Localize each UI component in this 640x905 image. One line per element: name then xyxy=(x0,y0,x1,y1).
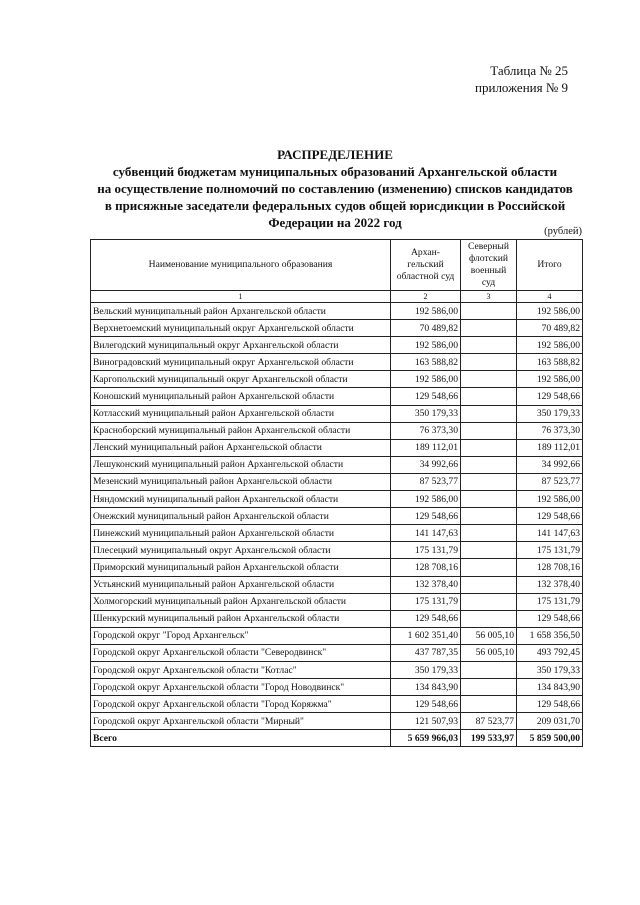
total-amount: 192 586,00 xyxy=(517,303,583,320)
municipality-name: Приморский муниципальный район Архангельской области xyxy=(91,559,391,576)
fleet-court-amount xyxy=(461,422,517,439)
table-row xyxy=(91,576,583,593)
fleet-court-amount xyxy=(461,388,517,405)
heading-line-4: Федерации на 2022 год xyxy=(268,215,402,230)
column-number: 3 xyxy=(461,291,517,303)
municipality-name: Пинежский муниципальный район Архангельской области xyxy=(91,525,391,542)
table-number: Таблица № 25 xyxy=(490,63,568,78)
fleet-court-amount xyxy=(461,593,517,610)
municipality-name: Красноборский муниципальный район Архангельской области xyxy=(91,422,391,439)
municipality-name: Вилегодский муниципальный округ Архангельской области xyxy=(91,337,391,354)
regional-court-amount: 1 602 351,40 xyxy=(391,627,461,644)
municipality-name: Каргопольский муниципальный округ Архангельской области xyxy=(91,371,391,388)
fleet-court-amount xyxy=(461,354,517,371)
regional-court-amount: 134 843,90 xyxy=(391,679,461,696)
fleet-court-amount xyxy=(461,456,517,473)
total-amount: 76 373,30 xyxy=(517,422,583,439)
regional-court-amount: 350 179,33 xyxy=(391,405,461,422)
municipality-name: Городской округ Архангельской области "Котлас" xyxy=(91,661,391,678)
total-amount: 87 523,77 xyxy=(517,473,583,490)
regional-court-amount: 128 708,16 xyxy=(391,559,461,576)
municipality-name: Виноградовский муниципальный округ Архангельской области xyxy=(91,354,391,371)
municipality-name: Мезенский муниципальный район Архангельской области xyxy=(91,473,391,490)
total-amount: 175 131,79 xyxy=(517,542,583,559)
municipality-name: Онежский муниципальный район Архангельской области xyxy=(91,508,391,525)
total-amount: 34 992,66 xyxy=(517,456,583,473)
total-row xyxy=(91,730,583,747)
regional-court-amount: 192 586,00 xyxy=(391,371,461,388)
column-number: 2 xyxy=(391,291,461,303)
municipality-name: Городской округ Архангельской области "Город Новодвинск" xyxy=(91,679,391,696)
fleet-court-amount: 199 533,97 xyxy=(461,730,517,747)
regional-court-amount: 121 507,93 xyxy=(391,713,461,730)
table-header-row xyxy=(91,240,583,291)
total-amount: 134 843,90 xyxy=(517,679,583,696)
total-amount: 129 548,66 xyxy=(517,696,583,713)
column-number-row xyxy=(91,291,583,303)
table-row xyxy=(91,508,583,525)
table-row xyxy=(91,542,583,559)
municipality-name: Коношский муниципальный район Архангельской области xyxy=(91,388,391,405)
table-row xyxy=(91,422,583,439)
total-amount: 128 708,16 xyxy=(517,559,583,576)
regional-court-amount: 141 147,63 xyxy=(391,525,461,542)
regional-court-amount: 34 992,66 xyxy=(391,456,461,473)
regional-court-amount: 70 489,82 xyxy=(391,320,461,337)
regional-court-amount: 437 787,35 xyxy=(391,644,461,661)
table-row xyxy=(91,371,583,388)
table-row xyxy=(91,405,583,422)
fleet-court-amount: 56 005,10 xyxy=(461,627,517,644)
fleet-court-amount: 56 005,10 xyxy=(461,644,517,661)
municipality-name: Городской округ "Город Архангельск" xyxy=(91,627,391,644)
total-amount: 350 179,33 xyxy=(517,405,583,422)
fleet-court-amount xyxy=(461,303,517,320)
table-row xyxy=(91,525,583,542)
distribution-table xyxy=(90,239,583,747)
table-row xyxy=(91,354,583,371)
municipality-name: Шенкурский муниципальный район Архангельской области xyxy=(91,610,391,627)
regional-court-amount: 87 523,77 xyxy=(391,473,461,490)
municipality-name: Плесецкий муниципальный округ Архангельской области xyxy=(91,542,391,559)
municipality-name: Городской округ Архангельской области "Город Коряжма" xyxy=(91,696,391,713)
table-row xyxy=(91,473,583,490)
column-number: 1 xyxy=(91,291,391,303)
fleet-court-amount xyxy=(461,337,517,354)
regional-court-amount: 129 548,66 xyxy=(391,508,461,525)
municipality-name: Верхнетоемский муниципальный округ Архангельской области xyxy=(91,320,391,337)
total-amount: 1 658 356,50 xyxy=(517,627,583,644)
header-regional-court: Архан-гельский областной суд xyxy=(391,240,461,291)
regional-court-amount: 129 548,66 xyxy=(391,610,461,627)
table-row xyxy=(91,491,583,508)
regional-court-amount: 132 378,40 xyxy=(391,576,461,593)
regional-court-amount: 350 179,33 xyxy=(391,661,461,678)
regional-court-amount: 76 373,30 xyxy=(391,422,461,439)
total-amount: 192 586,00 xyxy=(517,337,583,354)
table-row xyxy=(91,627,583,644)
total-amount: 129 548,66 xyxy=(517,610,583,627)
fleet-court-amount: 87 523,77 xyxy=(461,713,517,730)
fleet-court-amount xyxy=(461,542,517,559)
units-label: (рублей) xyxy=(544,226,582,237)
heading-line-3: в присяжные заседатели федеральных судов общей юрисдикции в Российской xyxy=(104,198,566,213)
fleet-court-amount xyxy=(461,508,517,525)
fleet-court-amount xyxy=(461,473,517,490)
municipality-name: Ленский муниципальный район Архангельской области xyxy=(91,439,391,456)
fleet-court-amount xyxy=(461,559,517,576)
regional-court-amount: 192 586,00 xyxy=(391,303,461,320)
table-row xyxy=(91,644,583,661)
total-amount: 493 792,45 xyxy=(517,644,583,661)
municipality-name: Всего xyxy=(91,730,391,747)
table-row xyxy=(91,696,583,713)
fleet-court-amount xyxy=(461,439,517,456)
heading-line-1: субвенций бюджетам муниципальных образований Архангельской области xyxy=(112,164,558,179)
fleet-court-amount xyxy=(461,576,517,593)
regional-court-amount: 5 659 966,03 xyxy=(391,730,461,747)
regional-court-amount: 175 131,79 xyxy=(391,593,461,610)
total-amount: 132 378,40 xyxy=(517,576,583,593)
total-amount: 192 586,00 xyxy=(517,371,583,388)
municipality-name: Устьянский муниципальный район Архангельской области xyxy=(91,576,391,593)
fleet-court-amount xyxy=(461,405,517,422)
regional-court-amount: 192 586,00 xyxy=(391,337,461,354)
total-amount: 5 859 500,00 xyxy=(517,730,583,747)
municipality-name: Городской округ Архангельской области "Мирный" xyxy=(91,713,391,730)
municipality-name: Няндомский муниципальный район Архангельской области xyxy=(91,491,391,508)
municipality-name: Лешуконский муниципальный район Архангельской области xyxy=(91,456,391,473)
regional-court-amount: 163 588,82 xyxy=(391,354,461,371)
table-row xyxy=(91,320,583,337)
total-amount: 209 031,70 xyxy=(517,713,583,730)
total-amount: 70 489,82 xyxy=(517,320,583,337)
table-row xyxy=(91,337,583,354)
header-total: Итого xyxy=(517,240,583,291)
column-number: 4 xyxy=(517,291,583,303)
appendix-number: приложения № 9 xyxy=(475,80,568,95)
fleet-court-amount xyxy=(461,525,517,542)
total-amount: 350 179,33 xyxy=(517,661,583,678)
municipality-name: Холмогорский муниципальный район Архангельской области xyxy=(91,593,391,610)
fleet-court-amount xyxy=(461,491,517,508)
regional-court-amount: 129 548,66 xyxy=(391,388,461,405)
fleet-court-amount xyxy=(461,610,517,627)
total-amount: 141 147,63 xyxy=(517,525,583,542)
header-fleet-court: Северный флотский военный суд xyxy=(461,240,517,291)
fleet-court-amount xyxy=(461,696,517,713)
table-row xyxy=(91,303,583,320)
regional-court-amount: 189 112,01 xyxy=(391,439,461,456)
document-heading xyxy=(80,146,590,231)
fleet-court-amount xyxy=(461,661,517,678)
municipality-name: Котласский муниципальный район Архангельской области xyxy=(91,405,391,422)
heading-line-2: на осуществление полномочий по составлению (изменению) списков кандидатов xyxy=(97,181,573,196)
document-title: РАСПРЕДЕЛЕНИЕ xyxy=(277,147,393,162)
fleet-court-amount xyxy=(461,371,517,388)
total-amount: 189 112,01 xyxy=(517,439,583,456)
fleet-court-amount xyxy=(461,320,517,337)
table-row xyxy=(91,388,583,405)
table-row xyxy=(91,713,583,730)
municipality-name: Вельский муниципальный район Архангельской области xyxy=(91,303,391,320)
total-amount: 129 548,66 xyxy=(517,388,583,405)
regional-court-amount: 192 586,00 xyxy=(391,491,461,508)
table-row xyxy=(91,661,583,678)
table-row xyxy=(91,559,583,576)
total-amount: 175 131,79 xyxy=(517,593,583,610)
table-row xyxy=(91,679,583,696)
header-municipality: Наименование муниципального образования xyxy=(91,240,391,291)
fleet-court-amount xyxy=(461,679,517,696)
table-row xyxy=(91,439,583,456)
regional-court-amount: 175 131,79 xyxy=(391,542,461,559)
regional-court-amount: 129 548,66 xyxy=(391,696,461,713)
table-row xyxy=(91,593,583,610)
table-row xyxy=(91,456,583,473)
municipality-name: Городской округ Архангельской области "Северодвинск" xyxy=(91,644,391,661)
total-amount: 192 586,00 xyxy=(517,491,583,508)
total-amount: 129 548,66 xyxy=(517,508,583,525)
table-reference xyxy=(475,62,568,96)
total-amount: 163 588,82 xyxy=(517,354,583,371)
table-row xyxy=(91,610,583,627)
